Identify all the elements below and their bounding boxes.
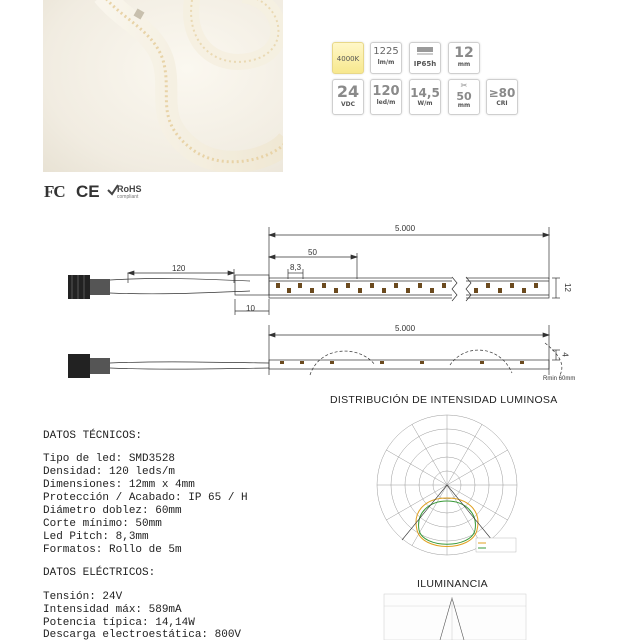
bend-radius-label: Rmin 60mm <box>543 376 576 382</box>
voltage-icon: 24 VDC <box>332 79 364 115</box>
power-icon: 14,5 W/m <box>409 79 441 115</box>
lumens-icon: 1225 lm/m <box>370 42 402 74</box>
product-photo <box>43 0 283 172</box>
ip-rating-icon: IP65h <box>409 42 441 74</box>
electric-line: Descarga electroestática: 800V <box>43 629 242 641</box>
tech-line: Tipo de led: SMD3528 <box>43 453 176 465</box>
fcc-logo: FC <box>44 182 65 201</box>
cct-icon: 4000K <box>332 42 364 74</box>
electric-line: Intensidad máx: 589mA <box>43 604 182 616</box>
technical-data-title: DATOS TÉCNICOS: <box>43 430 143 442</box>
tech-line: Corte mínimo: 50mm <box>43 518 162 530</box>
polar-chart-title: DISTRIBUCIÓN DE INTENSIDAD LUMINOSA <box>330 394 558 406</box>
tech-line: Dimensiones: 12mm x 4mm <box>43 479 195 491</box>
total-length-label: 5.000 <box>395 224 416 233</box>
cable-length-label: 120 <box>172 264 186 273</box>
technical-drawing <box>0 215 640 395</box>
tech-line: Led Pitch: 8,3mm <box>43 531 149 543</box>
cri-icon: ≥80 CRI <box>486 79 518 115</box>
electrical-data-title: DATOS ELÉCTRICOS: <box>43 567 156 579</box>
illuminance-chart <box>380 592 530 640</box>
tech-line: Protección / Acabado: IP 65 / H <box>43 492 248 504</box>
density-icon: 120 led/m <box>370 79 402 115</box>
width-icon: 12 mm <box>448 42 480 74</box>
strip-height-label: 4 <box>560 352 570 357</box>
tech-line: Diámetro doblez: 60mm <box>43 505 182 517</box>
section-length-label: 50 <box>308 248 317 257</box>
total-length-label-2: 5.000 <box>395 324 416 333</box>
cut-length-icon: ✂ 50 mm <box>448 79 480 115</box>
ce-logo: CE <box>76 182 100 201</box>
electric-line: Potencia típica: 14,14W <box>43 617 195 629</box>
illuminance-chart-title: ILUMINANCIA <box>417 578 488 590</box>
pitch-label: 8,3 <box>290 263 302 272</box>
tech-line: Densidad: 120 leds/m <box>43 466 176 478</box>
tech-line: Formatos: Rollo de 5m <box>43 544 182 556</box>
strip-width-label: 12 <box>562 283 572 292</box>
connector-offset-label: 10 <box>246 304 255 313</box>
rohs-logo: RoHS compliant <box>106 183 140 201</box>
electric-line: Tensión: 24V <box>43 591 123 603</box>
polar-distribution-chart <box>372 410 522 560</box>
